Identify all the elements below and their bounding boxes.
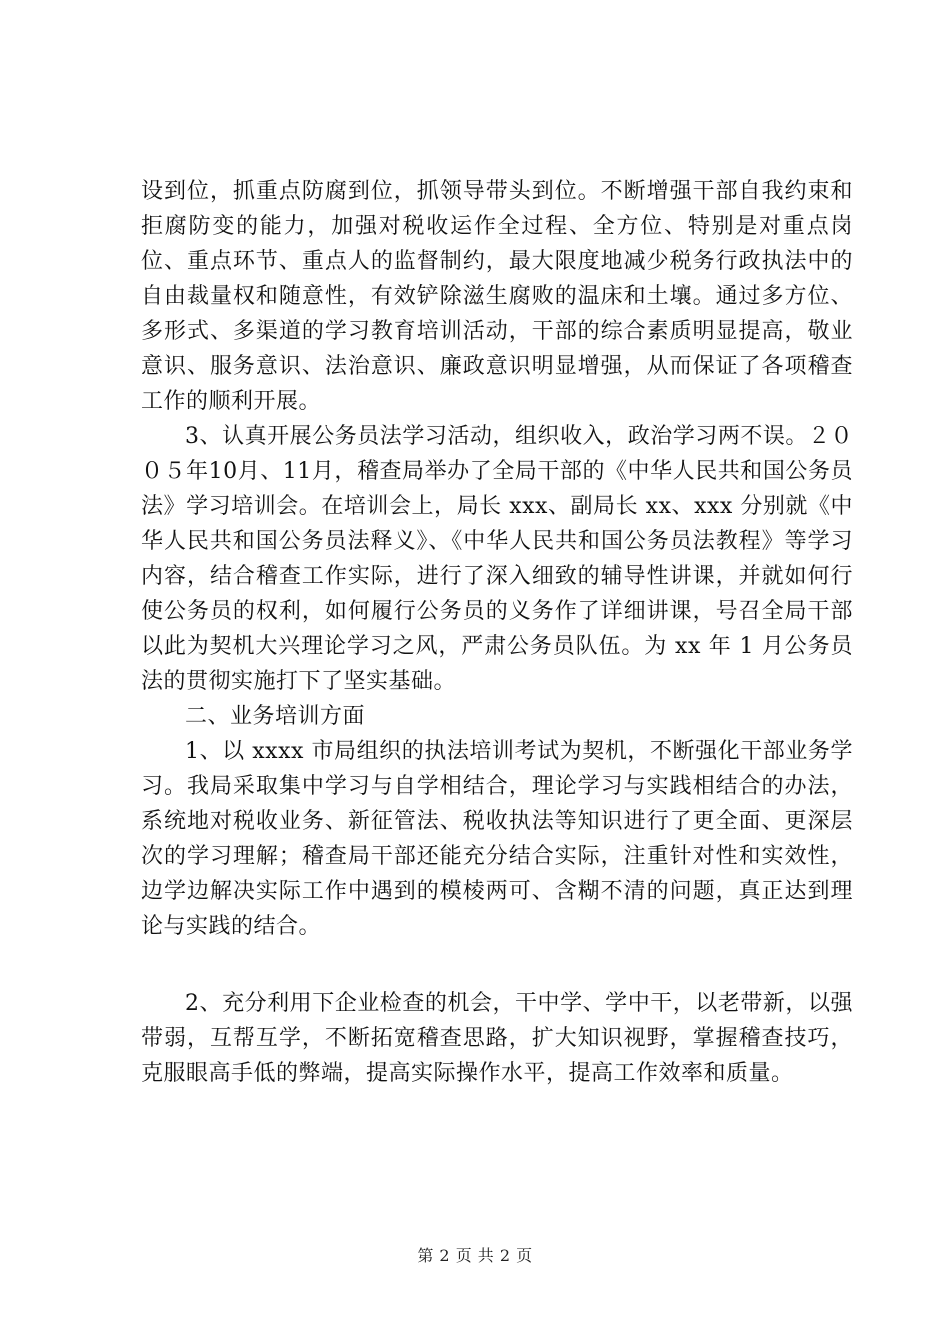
paragraph-law-enforcement-training: 1、以 xxxx 市局组织的执法培训考试为契机，不断强化干部业务学习。我局采取集中学习与自学相结合，理论学习与实践相结合的办法，系统地对税收业务、新征管法、税收执法等知识进行了更全面、更深层次的学习理解；稽查局干部还能充分结合实际，注重针对性和实效性，边学边解决实际工作中遇到的模棱两可、含糊不清的问题，真正达到理论与实践的结合。 [141,739,853,939]
document-body [141,174,853,1091]
paragraph-enterprise-inspection: 2、充分利用下企业检查的机会，干中学、学中干，以老带新，以强带弱，互帮互学，不断拓宽稽查思路，扩大知识视野，掌握稽查技巧，克服眼高手低的弊端，提高实际操作水平，提高工作效率和质量。 [141,991,853,1086]
page-footer: 第 2 页 共 2 页 [417,1246,533,1265]
paragraph-civil-servant-law-study: 3、认真开展公务员法学习活动，组织收入，政治学习两不误。２００５年10月、11月，稽查局举办了全局干部的《中华人民共和国公务员法》学习培训会。在培训会上，局长 xxx、副局长 xx、xxx 分别就《中华人民共和国公务员法释义》、《中华人民共和国公务员法教程》等学习内容，结合稽查工作实际，进行了深入细致的辅导性讲课，并就如何行使公务员的权利，如何履行公务员的义务作了详细讲课，号召全局干部以此为契机大兴理论学习之风，严肃公务员队伍。为 xx 年 1 月公务员法的贯彻实施打下了坚实基础。 [141,424,853,694]
paragraph-anti-corruption-continued: 设到位，抓重点防腐到位，抓领导带头到位。不断增强干部自我约束和拒腐防变的能力，加强对税收运作全过程、全方位、特别是对重点岗位、重点环节、重点人的监督制约，最大限度地减少税务行政执法中的自由裁量权和随意性，有效铲除滋生腐败的温床和土壤。通过多方位、多形式、多渠道的学习教育培训活动，干部的综合素质明显提高，敬业意识、服务意识、法治意识、廉政意识明显增强，从而保证了各项稽查工作的顺利开展。 [141,179,853,414]
section-heading-business-training: 二、业务培训方面 [185,704,366,729]
paragraph-spacer [141,944,853,986]
